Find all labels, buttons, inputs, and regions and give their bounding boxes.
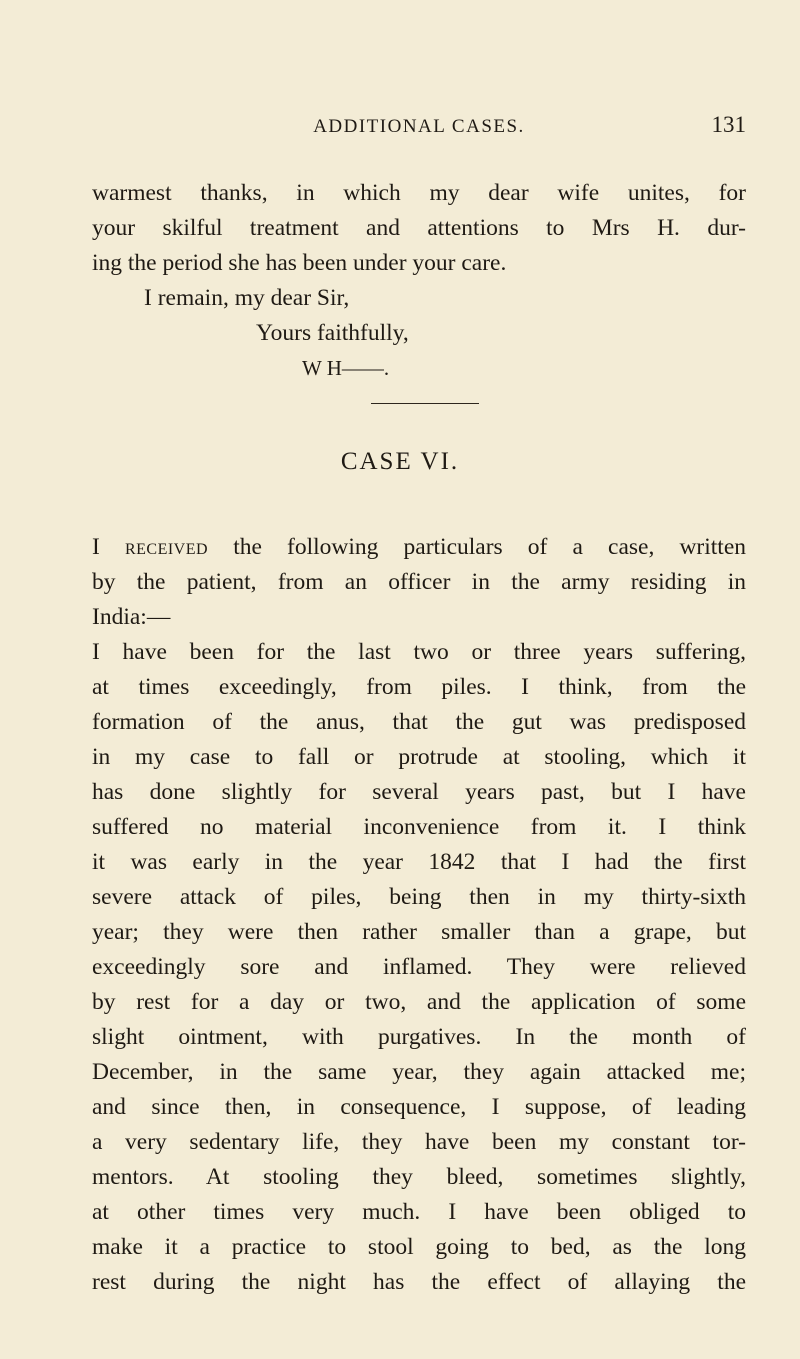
letter-signature: W H——. bbox=[302, 356, 390, 380]
text-line: slight ointment, with purgatives. In the month of bbox=[92, 1024, 746, 1050]
text-line: at times exceedingly, from piles. I think, from the bbox=[92, 674, 746, 700]
page-number: 131 bbox=[711, 112, 746, 137]
text-line: formation of the anus, that the gut was predisposed bbox=[92, 709, 746, 735]
text-line: rest during the night has the effect of allaying the bbox=[92, 1269, 746, 1295]
intro-line-rest: the following particulars of a case, written bbox=[233, 534, 747, 560]
page-header bbox=[92, 112, 746, 152]
case-body-paragraph bbox=[92, 635, 746, 1300]
text-line: your skilful treatment and attentions to Mrs H. dur- bbox=[92, 215, 746, 241]
text-line: by the patient, from an officer in the army residing in bbox=[92, 569, 746, 595]
letter-closing-line-2: Yours faithfully, bbox=[256, 320, 409, 346]
text-line: warmest thanks, in which my dear wife unites, for bbox=[92, 180, 746, 206]
text-line: India:— bbox=[92, 604, 171, 630]
text-line: by rest for a day or two, and the application of some bbox=[92, 989, 746, 1015]
text-line: and since then, in consequence, I suppose, of leading bbox=[92, 1094, 746, 1120]
text-line: severe attack of piles, being then in my thirty-sixth bbox=[92, 884, 746, 910]
case-heading: CASE VI. bbox=[340, 448, 460, 475]
text-line: year; they were then rather smaller than a grape, but bbox=[92, 919, 746, 945]
text-line: at other times very much. I have been obliged to bbox=[92, 1199, 746, 1225]
letter-ending-paragraph bbox=[92, 176, 746, 281]
text-line: a very sedentary life, they have been my constant tor- bbox=[92, 1129, 746, 1155]
text-line: I have been for the last two or three years suffering, bbox=[92, 639, 746, 665]
text-line: December, in the same year, they again attacked me; bbox=[92, 1059, 746, 1085]
running-title: ADDITIONAL CASES. bbox=[313, 116, 525, 137]
text-line: mentors. At stooling they bleed, sometimes slightly, bbox=[92, 1164, 746, 1190]
text-line bbox=[92, 530, 746, 565]
text-line: has done slightly for several years past, but I have bbox=[92, 779, 746, 805]
text-line: make it a practice to stool going to bed, as the long bbox=[92, 1234, 746, 1260]
section-divider bbox=[371, 403, 479, 404]
letter-closing-line-1: I remain, my dear Sir, bbox=[144, 285, 350, 311]
text-line: suffered no material inconvenience from it. I think bbox=[92, 814, 746, 840]
intro-smallcaps-word: received bbox=[124, 534, 209, 560]
intro-first-word: I bbox=[92, 534, 100, 560]
text-line: exceedingly sore and inflamed. They were relieved bbox=[92, 954, 746, 980]
text-line: it was early in the year 1842 that I had the first bbox=[92, 849, 746, 875]
text-line: in my case to fall or protrude at stooling, which it bbox=[92, 744, 746, 770]
case-intro-paragraph bbox=[92, 530, 746, 635]
text-line: ing the period she has been under your care. bbox=[92, 250, 507, 276]
